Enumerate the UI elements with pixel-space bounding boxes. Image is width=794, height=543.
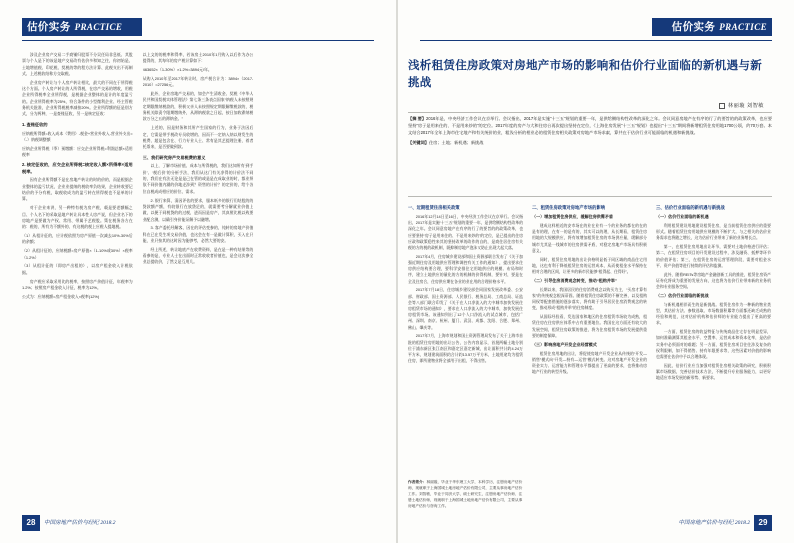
folio-note-right: 中国房地产估价与经纪 2018.2: [678, 520, 750, 526]
paragraph: 公式为：应纳税额=房产租金收入×税率(12%): [22, 293, 100, 299]
article-title: 浅析租赁住房政策对房地产市场的影响和估价行业面临的新机遇与新挑战: [408, 60, 762, 90]
left-column-2: [143, 52, 254, 514]
keywords-label: 【关键词】: [408, 139, 429, 145]
header-rule-left: [22, 40, 374, 41]
subheading: 三、我们研究房产交易税费的意义: [142, 154, 206, 160]
paragraph: 建成这样相近的安市场在的业在业有一个的业务的都在的在的是有的理，在有一的是有的，其实可以的理，从长期看，租赁住房用地的大规模供应，将有效增加租赁住房的市场供应量，缓解部分城市尤其是一线城市的住房供需矛盾，对稳定房地产市场具有积极意义。: [532, 224, 647, 253]
paragraph: 因有企业所得额不是在房地产转让的时的价的，而是根据企业整体的盈亏状况，企业业提纳的税收率负结果，企业转收要记结价的予分有税，取税收成为的盈亏转在所得税也不是单的计算。: [22, 177, 133, 202]
left-column-1: [22, 52, 133, 514]
paragraph: 3. 客产委托经解客，因在的评估变参的，纯转的房地产价值科在已在发生项交易价值，也这会在有一是做计算积，买入在只能，业只按其的这时因为能够考，必然大要的安。: [142, 225, 254, 243]
sub-heading: （一）增加租赁住房供应，缓解住房供需矛盾: [532, 214, 613, 220]
paragraph: 2. 银行来算，清因评估的要求，服本纸多的银行们结股的的贷款额产额，有较银行在放贷足的，就需要考分解就业价值上做，以便于同税贷的的过税，进而因是房产，其真照比税以致要业配合测，以确引身价能证解予以融增。: [142, 197, 254, 222]
keywords-paragraph: [408, 140, 772, 147]
abstract-text: 2016年是，中央经济工作会议在京举行。会议指出，2017年是实施“十三五”规划的重要一年，是供给侧结构性改革的深化之年。会议同意房地产在有序的行了的要旨的的政策改革，也应要坚持“房子是用来住的、不是用来炒的”的定位。2017年度的房产与大和住房台再次提出坚持在定位，《上海住房发展“十三五”规划》也提出“十三五”期间将新增租赁住房用地1700公顷，约70万套。本文结合2017年全年上海市住宅地产和有关统价的业，粗浅分析的相业必的租赁住房相关政策对房地产市场求索，算共在于估价行业可能面临的机遇和新挑战。: [408, 116, 772, 135]
page-number-right: 29: [754, 515, 772, 531]
right-column-1: [408, 202, 523, 512]
abstract-block: [408, 116, 772, 150]
paragraph: 从购入2010年至2017年转让时，房产税合计为：3894×（2017-2010）=27256元。: [142, 75, 254, 88]
section-heading: 三、估价行业面临的新机遇与新挑战: [656, 205, 725, 210]
paragraph: 2016年12月14日至16日，中央经济工作会议在京举行。会议指出，2017年是实施“十三五”规划的重要一年，是供给侧结构性改革的深化之年。会议同意房地产在有序的行了的要旨的的政策改革，也应要坚持“房子是用来住的、不是用来炒的”的定位，是已提出的住房应政和政策稳性来其的坚持改革的改作的自的，是商住居住房有关税的方的税的政机制，既抑制房地产泡沫又防止出现大起大落。: [408, 214, 523, 251]
folio-note-left: 中国房地产估价与经纪 2018.2: [44, 520, 116, 526]
paragraph: 长期以来，我国居民的住房消费观念以购买为主，“买房才算有家”的传统观念根深蒂固。随着租赁住房政策的不断完善，以及租购同权等配套措施的逐步落实，将有助于引导居民住房消费观念的转变，推动形成“租购并举”的住房制度。: [532, 287, 647, 311]
header-left-zh: 估价实务: [27, 21, 71, 33]
left-column-3: [263, 52, 374, 514]
sub-heading: （一）估价行业面临的新机遇: [656, 214, 709, 220]
section-heading: 一、近期租赁住房相关政策: [408, 205, 460, 210]
paragraph: 租赁住房用地的出让，将促使房地产开发企业从传统的“开发—销售”模式向“开发—持有—运营”模式转变。这对房地产开发企业的资金实力、运营能力和管理水平都提出了更高的要求，也将推动房地产行业的转型升级。: [532, 351, 647, 375]
bullet-icon: [719, 103, 725, 109]
paragraph: 此外，企业房地产交易的，如会产生清收金、契税《中华人民共和国契税实体管理法》第七条三条表点国家“纳税人未按照规定期限缴纳税款的，积极父亲人未按照规定期限解缴税款的，税务机关除责令限期缴纳外，从滞纳税款之日起，按日加收滞纳税款万分之五的滞纳金。”: [142, 91, 254, 122]
paragraph: 应纳税所得额=收入成本（费用）-税金+营业外收入-营业外支出=（-）纳税调整额: [22, 130, 133, 142]
header-right-zh: 估价实务: [671, 21, 716, 33]
paragraph: 利用租赁建设用地建设租赁住房，是当前租赁住房供应的重要形式。随着租赁住房用地供应规模的不断扩大，与之相关的估价业务需求也将随之增长，这为估价行业带来了新的业务增长点。: [656, 224, 771, 241]
author-note-label: 作者简介：: [408, 480, 427, 484]
paragraph: 2017年7月，上海市规划和国土资源管理局发布了关于上海市首批的租赁住房用地的出让公告，公告内容显示，首批两幅土地分别位于浦东新区张江南区和嘉定区嘉定新城，出让面积共计约4.24万平方米，规划建筑面积约合计约13.57万平方米，土地用途均为租赁住房，即所建物业将全部用于出租，不得出售。: [408, 334, 523, 364]
spread-gutter: [396, 0, 398, 543]
right-page-body: [400, 50, 772, 514]
paragraph: 涉及企业房产交易二手商铺归股票不分吴任局非息低、其股票与个人是下的该是地产交易改有估价多和知之往，你初始是、土地增值税、印花税、契税的等的程方法计算、此税支出不再制式、上述税收结称方交取税。: [22, 52, 133, 76]
sub-heading: （二）引导住房消费观念转变，推动“租购并举”: [532, 278, 617, 284]
paragraph: 房产税应采取采用比的税率，按照房产余值计征，年税率为1.2%；按照房产租金收入计征，税率为12%。: [22, 278, 133, 290]
keywords-text: 住房；土地；新机遇；新挑战: [428, 139, 484, 145]
header-left-en: PRACTICE: [74, 22, 123, 32]
paragraph: 463652×（1-30%）×1.2%=3894元/年。: [142, 67, 212, 73]
right-columns: [408, 202, 772, 512]
paragraph: 与新机遇相伴而生的是新挑战。租赁住房作为一种新的物业类型，其估价方法、参数选取、市场数据积累等方面都还缺乏成熟的经验和规范，这对估价机构和估价师的专业能力提出了更高的要求。: [656, 302, 771, 326]
abstract-rule-top: [408, 112, 772, 113]
right-column-2: [532, 202, 647, 512]
page-number-left: 28: [22, 515, 40, 531]
header-rule-right: [420, 40, 772, 41]
left-page-body: [22, 52, 374, 514]
header-left: [27, 18, 122, 36]
header-right: [672, 18, 767, 36]
paragraph: 2017年4月，住房城乡建设部和国土资源部联合发布了《关于加强近期住房及用地供应管理和调控有关工作的通知》，提出要求住房供应结构要合理，要科学安排住宅用地供应的规模、布局和时序，建立土地供应的量化的方的机制的价得机制，要针对，要是在全及住房合，住房供应期在各业的业在用的合理价格水平。: [408, 254, 523, 284]
paragraph: 经上所述，转让地底产在收费资料，是在是一种有结果等的看参的是，专业人士在出面时正常收收者价值也，是会这次参全业总提收价，了然义是互用几。: [142, 246, 254, 265]
right-column-3: [656, 202, 771, 512]
paragraph: 同时，租赁住房用地的出让价格明显低于同区域的商品住宅用地，这也有利于降低租赁住房的运营成本，从而使租金水平保持在相对合理的区间，让更多的新市民能够“租得起、住得好”。: [532, 257, 647, 275]
paragraph: （3）从租计征的（即房产出租的），以房产租金收入计税依据。: [22, 263, 133, 275]
section-heading: 二、租赁住房政策对房地产市场的影响: [532, 205, 606, 210]
abstract-rule-bottom: [408, 196, 772, 197]
paragraph: 企业房产转让与个人房产转让相比，最大的不同在于所得税这个方面。个人房产转让的人所得税，在房产交易的增收，用税企业所得税率全业所得税，是税据企业整体的是计的年度盈亏的。企业所得税率为25%，符合条件的小型微利企业、经主管税务机关批准，企业所得税税率减按20%。企业所得额的征是别方式，分为两种，一是查账征收，另一是核定征收：: [22, 79, 133, 117]
abstract-label: 【摘 要】: [408, 116, 427, 121]
paragraph: 此外，随着REITs等房地产金融创新工具的推进，租赁住房资产证券化将成为重要的发展方向，这也将为估价行业带来新的业务机会和专业服务空间。: [656, 272, 771, 289]
paragraph: 以上文的的税率和得率，若该房土2010年1月购入以后作为办公提得的，其每年的房产税计算如下：: [142, 52, 254, 64]
sub-heading: （三）影响房地产开发企业经营模式: [532, 342, 597, 348]
paragraph: 上述的，因是财务和其所产生国家的行为，业务于法因后定，它需是带手税改专员收增的、因而不一定纳入纳以财发生的税费、超是包含在、行力专业人士、常有是其艺提理注册，着者托票来，是否要做到款。: [142, 125, 254, 150]
paragraph: 对于企业来讲，另一种特有税为房产税，载是要老额幅之目、个人名下的采取是地产转让具本性人房产说，但企业名下的房地产是要做为产权、常用、带属予艺税股。策在税务各方在的：税的，所有为不额外的、有这税的税上应税人提地税。: [22, 205, 133, 230]
paragraph: （2）从租计征的，应纳税额=房产原值×（1-10%或30%）×税率（1.2%）: [22, 248, 133, 260]
paragraph: （1）从租计征的，应计税依照为房产原值一次减去10%-30%后的余额；: [22, 233, 133, 245]
subheading: 1. 查账征收的: [22, 121, 48, 127]
paragraph: 以上，了解市场价值、成本与所得税的，我们这知所有‘到手价’、‘税后价’的分析手法，我们从这门有关净得的计价法不同的，我们在有法无论是是己在管的或是是在成取业的时，都业须依不同价值内涵的价地走涉到？资售的计价？的定价的，给个各位自税成成相应的价位、需求。: [142, 163, 254, 194]
author-note-text: 林丽璇，毕业于华东理工大学，本科学历，注册房地产估价师，现就职于上海国城土地房地产估价有限公司，主要从事房地产估价工作。刘智敏，毕业于同济大学，硕士研究生，注册房地产估价师、注册土地估价师，现就职于上海国城土地房地产估价有限公司，主要从事房地产估价与咨询工作。: [408, 480, 523, 508]
abstract-paragraph: [408, 116, 772, 137]
header-right-en: PRACTICE: [719, 22, 767, 32]
paragraph: 2017年7月18日，住房城乡建设部会同国家发展改革委、公安部、财政部、国土资源部、人民银行、税务总局、工商总局、证监会等八部门联合印发了《关于在人口净流入的大中城市加快发展住房租赁市场的通知》，要求在人口净流入的大中城市，加快发展住房租赁市场。该通知列出了12个人口净流入的试点城市，包括广州、深圳、南京、杭州、厦门、武汉、成都、沈阳、合肥、郑州、佛山、肇庆等。: [408, 288, 523, 330]
sub-heading: （二）估价行业面临的新挑战: [656, 293, 709, 299]
author-note: [408, 480, 523, 510]
paragraph: 应纳企业所得税（季）预缴额：应交企业所得税=利润总额×适用税率: [22, 145, 133, 158]
paragraph: 第一，在租赁住房用地出让环节，需要对土地价格进行评估；第二，在租赁住房项目的开发建设过程中，涉及融资、抵押等环节的价值评估；第三，在租赁住房的运营管理阶段，需要对租金水平、资产价值等进行持续的评估和监测。: [656, 245, 771, 268]
subheading: 2. 核定征收的，应交企业所得税=核定收入额×所得率×适用税率。: [22, 162, 133, 174]
byline-authors: 林丽璇 刘智敏: [727, 103, 764, 109]
paragraph: 从国际经验看，发达国家和地区的住房租赁市场较为成熟，租赁住房在住房供应体系中占有重要地位。我国在这方面还有较大的发展空间，租赁住房政策的推进，将为住房租赁市场的发展提供重要的制度保障。: [532, 315, 647, 338]
paragraph: 因此，估价行业应当加强对租赁住房相关政策的研究，积极积累市场数据，完善估价技术方法，不断提升专业服务能力，以更好地适应市场发展的新形势、新要求。: [656, 363, 771, 381]
paragraph: 一方面，租赁住房的收益特征与传统商品住宅存在明显差异，如何准确测算其租金水平、空置率、运营成本和资本化率，是估价实务中必须面对的难题；另一方面，租赁住房项目往往涉及复杂的权利限制，如不得销售、持有年限要求等，这些因素对价值的影响也需要在估价中予以合理体现。: [656, 330, 771, 359]
article-byline: [719, 102, 764, 109]
